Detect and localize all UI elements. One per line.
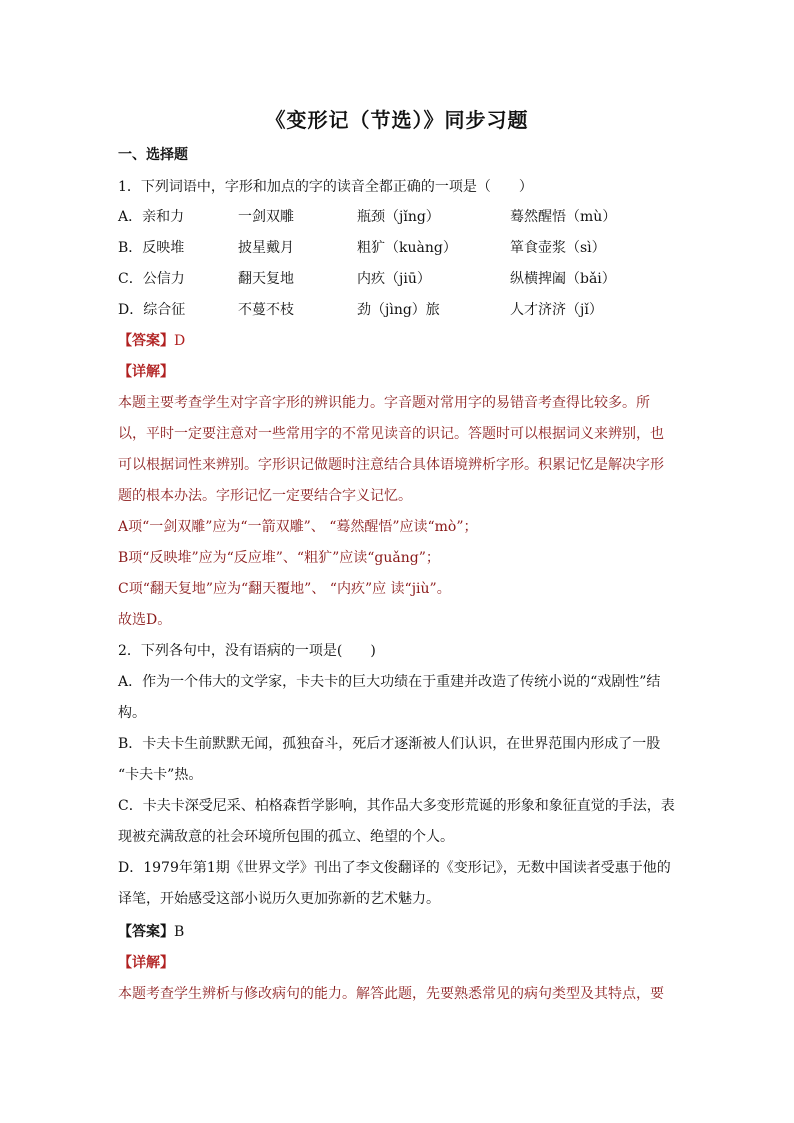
question-2-answer [118,923,184,941]
question-2-stem: 2．下列各句中，没有语病的一项是( ) [118,643,376,659]
option-b-col2: 披星戴月 [238,240,294,256]
option-c-col3: 内疚（jiū） [357,271,431,287]
note-line: B项“反映堆”应为“反应堆”、“粗犷”应读“guǎng”； [118,550,440,566]
option-a-col3: 瓶颈（jǐng） [357,209,440,225]
option-b-col3: 粗犷（kuàng） [357,240,457,256]
option-a-col4: 蓦然醒悟（mù） [510,209,617,225]
detail-label: 【详解】 [118,364,174,380]
option-c-col2: 翻天复地 [238,271,294,287]
answer-value: D [174,333,186,349]
option-d-col1: D．综合征 [118,302,186,318]
question-1-stem: 1．下列词语中，字形和加点的字的读音全都正确的一项是（ ） [118,179,533,195]
option-b-col1: B．反映堆 [118,240,185,256]
answer-label: 【答案】 [118,333,174,349]
section-heading: 一、选择题 [118,147,188,163]
question-1-answer [118,332,185,350]
answer-label: 【答案】 [118,924,174,940]
option-d-col2: 不蔓不枝 [238,302,294,318]
question-2-line: A．作为一个伟大的文学家，卡夫卡的巨大功绩在于重建并改造了传统小说的“戏剧性”结 [118,674,661,690]
option-d-col4: 人才济济（jǐ） [510,302,603,318]
question-2-line: C．卡夫卡深受尼采、柏格森哲学影响，其作品大多变形荒诞的形象和象征直觉的手法，表 [118,798,675,814]
option-d-col3: 劲（jìng）旅 [357,302,440,318]
option-c-col1: C．公信力 [118,271,185,287]
detail-label: 【详解】 [118,955,174,971]
option-c-col4: 纵横捭阖（bǎi） [510,271,616,287]
detail-line: 题的根本办法。字形记忆一定要结合字义记忆。 [118,488,412,504]
answer-value: B [174,924,185,940]
conclusion: 故选D。 [118,612,172,628]
detail-line: 本题考查学生辨析与修改病句的能力。解答此题，先要熟悉常见的病句类型及其特点，要 [118,986,664,1002]
detail-line: 以，平时一定要注意对一些常用字的不常见读音的识记。答题时可以根据词义来辨别，也 [118,426,664,442]
question-2-line: 构。 [118,705,146,721]
question-2-line: B．卡夫卡生前默默无闻，孤独奋斗，死后才逐渐被人们认识，在世界范围内形成了一股 [118,736,661,752]
option-a-col1: A．亲和力 [118,209,185,225]
option-a-col2: 一剑双雕 [238,209,294,225]
question-2-line: 现被充满敌意的社会环境所包围的孤立、绝望的个人。 [118,829,454,845]
note-line: A项“一剑双雕”应为“一箭双雕”、 “蓦然醒悟”应读“mò”； [118,519,478,535]
note-line: C项“翻天复地”应为“翻天覆地”、 “内疚”应 读“jiù”。 [118,581,451,597]
question-2-detail-label [118,954,174,972]
detail-line: 本题主要考查学生对字音字形的辨识能力。字音题对常用字的易错音考查得比较多。所 [118,395,650,411]
option-b-col4: 箪食壶浆（sì） [510,240,606,256]
question-2-line: “卡夫卡”热。 [118,767,203,783]
page-title: 《变形记（节选）》同步习题 [265,108,529,132]
question-1-detail-label [118,363,174,381]
question-2-line: D．1979年第1期《世界文学》刊出了李文俊翻译的《变形记》，无数中国读者受惠于他的 [118,860,671,876]
question-2-line: 译笔，开始感受这部小说历久更加弥新的艺术魅力。 [118,891,440,907]
detail-line: 可以根据词性来辨别。字形识记做题时注意结合具体语境辨析字形。积累记忆是解决字形 [118,457,664,473]
